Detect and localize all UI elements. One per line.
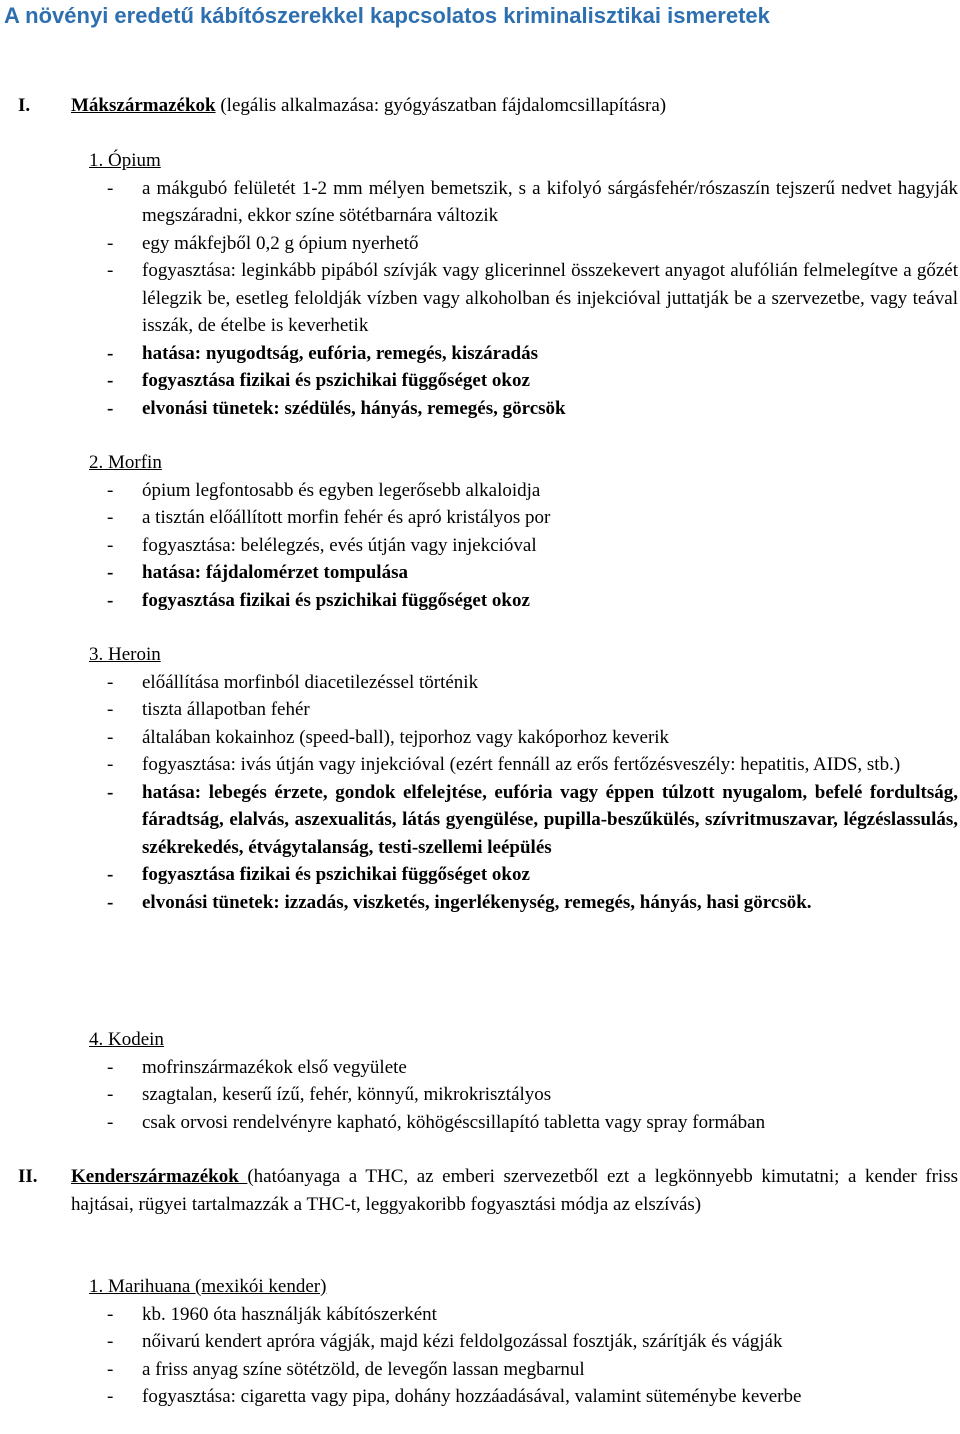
bullet-list: [0, 1054, 960, 1137]
section-kenderszarmazekok: [0, 1163, 960, 1218]
list-item: - csak orvosi rendelvényre kapható, köhögéscsillapító tabletta vagy spray formában: [0, 1109, 960, 1137]
list-item: - elvonási tünetek: szédülés, hányás, remegés, görcsök: [0, 395, 960, 423]
list-item: - fogyasztása: ivás útján vagy injekcióval (ezért fennáll az erős fertőzésveszély: hepatitis, AIDS, stb.): [0, 751, 960, 779]
subsection-title: 4. Kodein: [89, 1029, 164, 1050]
list-item: - fogyasztása fizikai és pszichikai függőséget okoz: [0, 587, 960, 615]
list-item: - a mákgubó felületét 1-2 mm mélyen bemetszik, s a kifolyó sárgásfehér/rószaszín tejszerű nedvet hagyják megszáradni, ekkor színe sötétbarnára változik: [0, 175, 960, 230]
bullet-list: [0, 477, 960, 615]
document-title: A növényi eredetű kábítószerekkel kapcsolatos kriminalisztikai ismeretek: [4, 3, 770, 28]
subsection-kodein: [0, 1026, 960, 1136]
subsection-opium: [0, 147, 960, 422]
subsection-title: 1. Ópium: [89, 150, 161, 171]
list-item: - hatása: lebegés érzete, gondok elfelejtése, eufória vagy éppen túlzott nyugalom, befelé fordultság, fáradtság, elalvás, aszexualitás, látás gyengülése, pupilla-beszűkülés, szívritmuszavar, légzéslassulás, székrekedés, étvágytalanság, testi-szellemi leépülés: [0, 779, 960, 862]
list-item: - kb. 1960 óta használják kábítószerként: [0, 1301, 960, 1329]
list-item: - előállítása morfinból diacetilezéssel történik: [0, 669, 960, 697]
subsection-morfin: [0, 449, 960, 614]
list-item: - a friss anyag színe sötétzöld, de levegőn lassan megbarnul: [0, 1356, 960, 1384]
list-item: - hatása: fájdalomérzet tompulása: [0, 559, 960, 587]
subsection-title: 3. Heroin: [89, 644, 161, 665]
bullet-list: [0, 1301, 960, 1411]
subsection-heroin: [0, 641, 960, 916]
section-heading-title: Kenderszármazékok: [71, 1166, 248, 1187]
section-heading: [71, 1163, 958, 1218]
list-item: - fogyasztása fizikai és pszichikai függőséget okoz: [0, 367, 960, 395]
list-item: - általában kokainhoz (speed-ball), tejporhoz vagy kakóporhoz keverik: [0, 724, 960, 752]
list-item: - fogyasztása fizikai és pszichikai függőséget okoz: [0, 861, 960, 889]
list-item: - nőivarú kendert apróra vágják, majd kézi feldolgozással fosztják, szárítják és vágják: [0, 1328, 960, 1356]
section-number: II.: [18, 1166, 38, 1187]
section-number: I.: [18, 95, 31, 116]
section-makszarmazekok: [0, 92, 960, 120]
list-item: - szagtalan, keserű ízű, fehér, könnyű, mikrokrisztályos: [0, 1081, 960, 1109]
list-item: - fogyasztása: belélegzés, evés útján vagy injekcióval: [0, 532, 960, 560]
bullet-list: [0, 175, 960, 423]
list-item: - ópium legfontosabb és egyben legerősebb alkaloidja: [0, 477, 960, 505]
section-heading-description: (legális alkalmazása: gyógyászatban fájdalomcsillapításra): [215, 95, 667, 116]
list-item: - a tisztán előállított morfin fehér és apró kristályos por: [0, 504, 960, 532]
subsection-title: 2. Morfin: [89, 452, 162, 473]
list-item: - hatása: nyugodtság, eufória, remegés, kiszáradás: [0, 340, 960, 368]
list-item: - elvonási tünetek: izzadás, viszketés, ingerlékenység, remegés, hányás, hasi görcsök.: [0, 889, 960, 917]
bullet-list: [0, 669, 960, 917]
subsection-title: 1. Marihuana (mexikói kender): [89, 1276, 327, 1297]
list-item: - mofrinszármazékok első vegyülete: [0, 1054, 960, 1082]
list-item: - egy mákfejből 0,2 g ópium nyerhető: [0, 230, 960, 258]
list-item: - fogyasztása: cigaretta vagy pipa, dohány hozzáadásával, valamint süteménybe keverbe: [0, 1383, 960, 1411]
subsection-marihuana: [0, 1273, 960, 1411]
section-heading-title: Mákszármazékok: [71, 95, 216, 116]
section-heading: [71, 92, 958, 120]
list-item: - fogyasztása: leginkább pipából szívják vagy glicerinnel összekevert anyagot alufólián felmelegítve a gőzét lélegzik be, esetleg feloldják vízben vagy alkoholban és injekcióval juttatják be a szervezetbe, vagy teával isszák, de ételbe is keverhetik: [0, 257, 960, 340]
section-heading-description: (hatóanyaga a THC, az emberi szervezetből ezt a legkönnyebb kimutatni; a kender friss hajtásai, rügyei tartalmazzák a THC-t, leggyakoribb fogyasztási módja az elszívás): [71, 1166, 958, 1215]
list-item: - tiszta állapotban fehér: [0, 696, 960, 724]
